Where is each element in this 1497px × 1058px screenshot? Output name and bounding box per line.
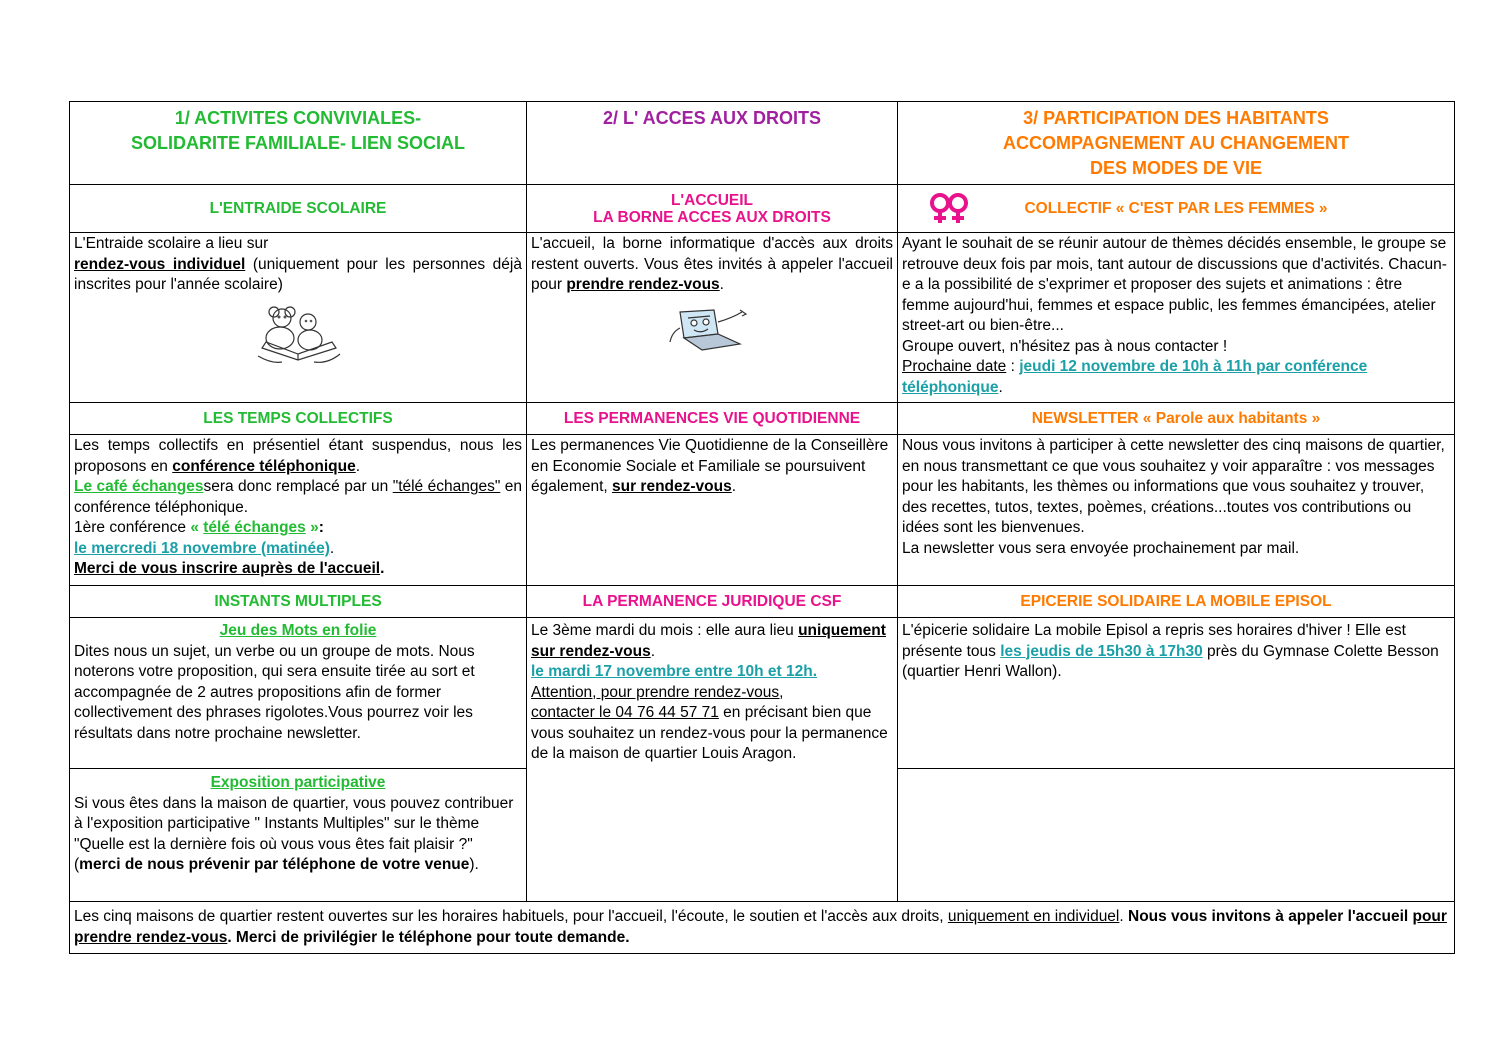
- cell-permanences-vie-quotidienne: Les permanences Vie Quotidienne de la Conseillère en Economie Sociale et Familiale se poursuivent également, sur rendez-vous.: [527, 435, 898, 586]
- header-col3-line3: DES MODES DE VIE: [1089, 158, 1263, 178]
- cell-epicerie-solidaire: L'épicerie solidaire La mobile Episol a repris ses horaires d'hiver ! Elle est présente tous les jeudis de 15h30 à 17h30 près du Gymnase Colette Besson (quartier Henri Wallon).: [898, 618, 1455, 769]
- header-col3: [898, 102, 1455, 185]
- title-permanence-juridique: LA PERMANENCE JURIDIQUE CSF: [527, 586, 898, 618]
- cell-newsletter: Nous vous invitons à participer à cette newsletter des cinq maisons de quartier, en nous transmettant ce que vous souhaitez y voir apparaître : vos messages pour les habitants, les thèmes ou informations que vous souhaitez y trouver, des recettes, tutos, textes, poèmes, créations...toutes vos contributions ou idées sont les bienvenues. La newsletter vous sera envoyée prochainement par mail.: [898, 435, 1455, 586]
- title-instants-multiples: INSTANTS MULTIPLES: [70, 586, 527, 618]
- header-col3-line2: ACCOMPAGNEMENT AU CHANGEMENT: [1003, 133, 1349, 153]
- children-reading-illustration: [252, 304, 344, 368]
- cell-collectif-femmes: Ayant le souhait de se réunir autour de thèmes décidés ensemble, le groupe se retrouve deux fois par mois, tant autour de discussions que d'activités. Chacun-e a la possibilité de s'exprimer et proposer des sujets et animations : être femme aujourd'hui, femmes et espace public, les femmes émancipées, atelier street-art ou bien-être... Groupe ouvert, n'hésitez pas à nous contacter ! Prochaine date : jeudi 12 novembre de 10h à 11h par conférence téléphonique.: [898, 233, 1455, 403]
- header-col1-line2: SOLIDARITE FAMILIALE- LIEN SOCIAL: [131, 133, 465, 153]
- cell-empty: [898, 769, 1455, 902]
- title-entraide-scolaire: L'ENTRAIDE SCOLAIRE: [70, 185, 527, 233]
- cell-entraide-scolaire: L'Entraide scolaire a lieu sur rendez-vous individuel (uniquement pour les personnes déjà inscrites pour l'année scolaire): [70, 233, 527, 403]
- title-accueil: L'ACCUEIL LA BORNE ACCES AUX DROITS: [527, 185, 898, 233]
- header-col2-line1: 2/ L' ACCES AUX DROITS: [603, 108, 821, 128]
- title-newsletter: NEWSLETTER « Parole aux habitants »: [898, 403, 1455, 435]
- footer-note: Les cinq maisons de quartier restent ouvertes sur les horaires habituels, pour l'accueil, l'écoute, le soutien et l'accès aux droits, uniquement en individuel. Nous vous invitons à appeler l'accueil pour prendre rendez-vous. Merci de privilégier le téléphone pour toute demande.: [70, 902, 1455, 954]
- laptop-illustration: [666, 308, 758, 352]
- cell-jeu-mots: Jeu des Mots en folie Dites nous un sujet, un verbe ou un groupe de mots. Nous noterons votre proposition, qui sera ensuite tirée au sort et accompagnée de 2 autres propositions afin de former collectivement des phrases rigolotes.Vous pourrez voir les résultats dans notre prochaine newsletter.: [70, 618, 527, 769]
- title-collectif-femmes: COLLECTIF « C'EST PAR LES FEMMES »: [898, 185, 1455, 233]
- header-col3-line1: 3/ PARTICIPATION DES HABITANTS: [1023, 108, 1329, 128]
- jeu-mots-title: Jeu des Mots en folie: [219, 622, 377, 639]
- cell-accueil: L'accueil, la borne informatique d'accès aux droits restent ouverts. Vous êtes invités à appeler l'accueil pour prendre rendez-vous.: [527, 233, 898, 403]
- cell-temps-collectifs: Les temps collectifs en présentiel étant suspendus, nous les proposons en conférence téléphonique. Le café échangessera donc remplacé par un "télé échanges" en conférence téléphonique. 1ère conférence « télé échanges »: le mercredi 18 novembre (matinée). Merci de vous inscrire auprès de l'accueil.: [70, 435, 527, 586]
- info-table: [69, 101, 1455, 954]
- title-permanences-vie-quotidienne: LES PERMANENCES VIE QUOTIDIENNE: [527, 403, 898, 435]
- header-col1-line1: 1/ ACTIVITES CONVIVIALES-: [174, 108, 422, 128]
- header-col2: [527, 102, 898, 185]
- cell-permanence-juridique: Le 3ème mardi du mois : elle aura lieu uniquement sur rendez-vous. le mardi 17 novembre entre 10h et 12h. Attention, pour prendre rendez-vous, contacter le 04 76 44 57 71 en précisant bien que vous souhaitez un rendez-vous pour la permanence de la maison de quartier Louis Aragon.: [527, 618, 898, 902]
- female-symbols-icon: [926, 192, 972, 226]
- cell-exposition: Exposition participative Si vous êtes dans la maison de quartier, vous pouvez contribuer à l'exposition participative " Instants Multiples" sur le thème "Quelle est la dernière fois où vous vous êtes fait plaisir ?" (merci de nous prévenir par téléphone de votre venue).: [70, 769, 527, 902]
- title-temps-collectifs: LES TEMPS COLLECTIFS: [70, 403, 527, 435]
- title-epicerie-solidaire: EPICERIE SOLIDAIRE LA MOBILE EPISOL: [898, 586, 1455, 618]
- header-col1: [70, 102, 527, 185]
- exposition-title: Exposition participative: [210, 774, 386, 791]
